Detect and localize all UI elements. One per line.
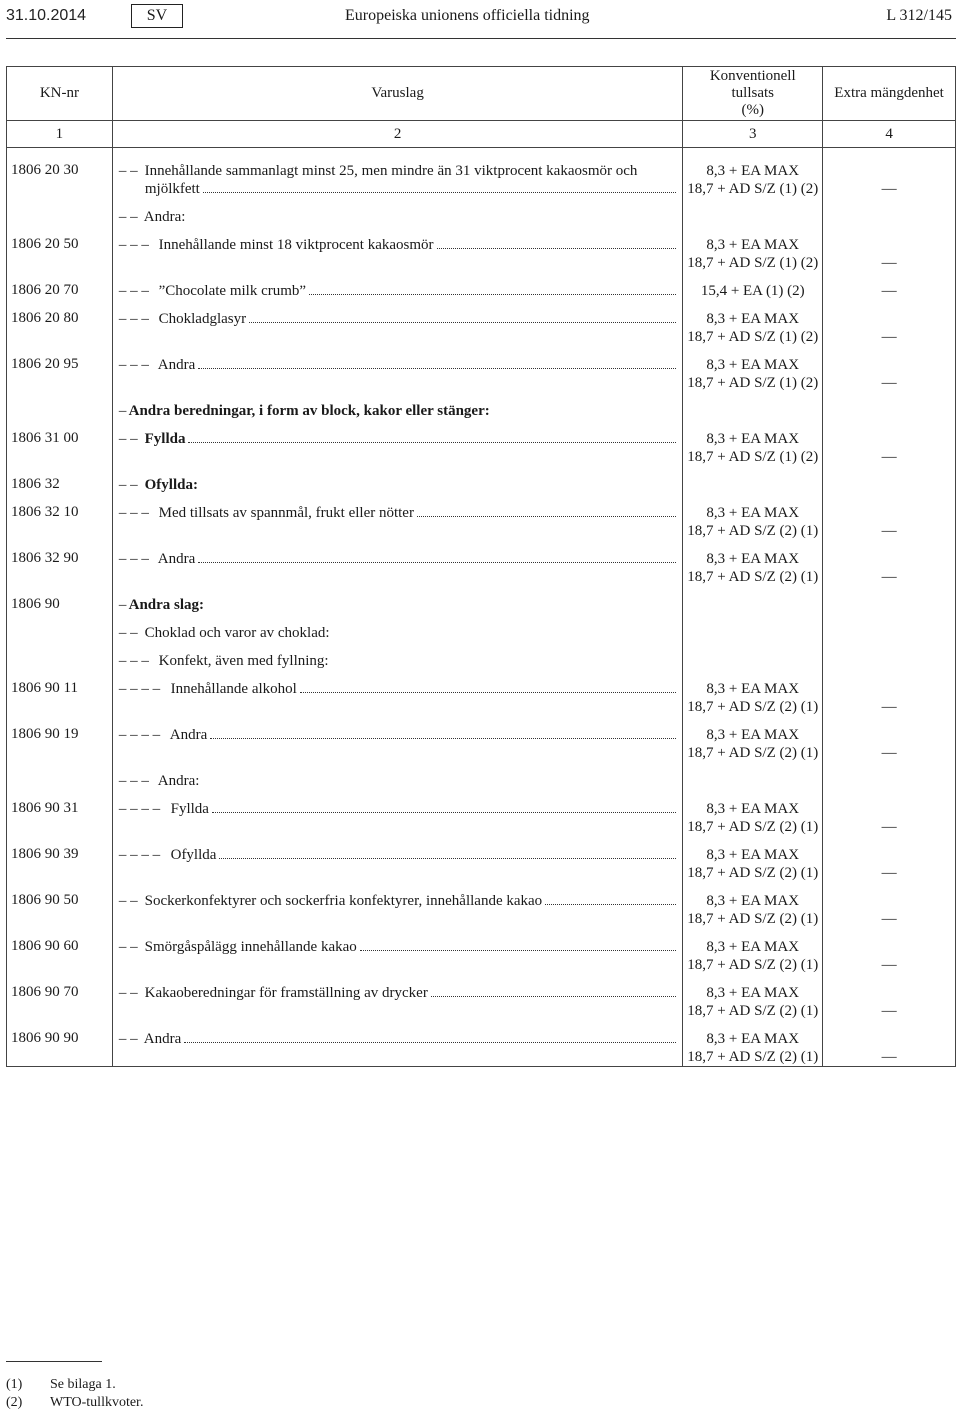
indent-dashes: – – (118, 1031, 138, 1047)
duty-rate-line1: 8,3 + EA MAX (706, 681, 800, 697)
kn-number-cell (7, 392, 113, 420)
table-row (7, 148, 956, 199)
footnote-number: (1) (6, 1377, 23, 1392)
description-text: Sockerkonfektyrer och sockerfria konfektyrer, innehållande kakao (144, 893, 543, 909)
kn-number-cell (7, 614, 113, 642)
footnote-text: Se bilaga 1. (50, 1377, 116, 1392)
table-header-row (7, 67, 956, 121)
extra-unit-cell: — (823, 928, 956, 974)
duty-rate-line2: 18,7 + AD S/Z (2) (1) (687, 865, 819, 881)
description-text: ”Chocolate milk crumb” (158, 283, 307, 299)
header-date: 31.10.2014 (6, 7, 87, 24)
duty-rate-cell (683, 198, 823, 226)
dot-leader (300, 691, 677, 693)
duty-rate-cell (683, 928, 823, 974)
indent-dashes: – – – (118, 505, 149, 521)
dot-leader (545, 903, 676, 905)
duty-rate-cell (683, 762, 823, 790)
footnote-text: WTO-tullkvoter. (50, 1395, 144, 1410)
description-text-continued: mjölkfett (144, 181, 200, 197)
description-cell (112, 882, 682, 928)
duty-rate-line1: 8,3 + EA MAX (706, 505, 800, 521)
duty-rate-line1: 8,3 + EA MAX (706, 431, 800, 447)
extra-unit-cell: — (823, 540, 956, 586)
table-row (7, 586, 956, 614)
indent-dashes: – (118, 597, 127, 613)
kn-number-cell: 1806 90 50 (7, 882, 113, 928)
indent-dashes: – – – (118, 773, 149, 789)
dot-leader (309, 293, 676, 295)
kn-number-cell: 1806 31 00 (7, 420, 113, 466)
description-cell (112, 716, 682, 762)
indent-dashes: – – – – (118, 727, 161, 743)
indent-dashes: – – – (118, 311, 149, 327)
col-header-rate-line1: Konventionell tullsats (709, 68, 796, 101)
description-cell (112, 836, 682, 882)
dot-leader (212, 811, 676, 813)
table-row (7, 928, 956, 974)
col-number-4: 4 (823, 121, 956, 148)
tariff-body (7, 148, 956, 1067)
description-cell (112, 670, 682, 716)
kn-number-cell (7, 642, 113, 670)
description-cell (112, 226, 682, 272)
extra-unit-cell (823, 614, 956, 642)
description-text: Andra (157, 551, 196, 567)
description-text: Innehållande sammanlagt minst 25, men mindre än 31 viktprocent kakaosmör och (144, 163, 638, 179)
col-header-rate-line2: (%) (741, 102, 764, 118)
extra-unit-cell: — (823, 1020, 956, 1067)
duty-rate-cell (683, 790, 823, 836)
duty-rate-cell (683, 1020, 823, 1067)
description-text: Andra (169, 727, 208, 743)
duty-rate-cell (683, 272, 823, 300)
table-row (7, 836, 956, 882)
kn-number-cell: 1806 90 (7, 586, 113, 614)
description-text: Andra (143, 1031, 182, 1047)
extra-unit-cell (823, 586, 956, 614)
duty-rate-cell (683, 614, 823, 642)
dot-leader (210, 737, 676, 739)
duty-rate-line2: 18,7 + AD S/Z (2) (1) (687, 569, 819, 585)
table-row (7, 420, 956, 466)
kn-number-cell: 1806 90 60 (7, 928, 113, 974)
description-cell (112, 272, 682, 300)
col-number-1: 1 (7, 121, 113, 148)
col-number-3: 3 (683, 121, 823, 148)
dot-leader (431, 995, 677, 997)
table-row (7, 494, 956, 540)
table-row (7, 762, 956, 790)
kn-number-cell: 1806 20 70 (7, 272, 113, 300)
duty-rate-line2: 18,7 + AD S/Z (2) (1) (687, 745, 819, 761)
description-cell (112, 148, 682, 199)
indent-dashes: – – (118, 893, 138, 909)
dot-leader (203, 191, 676, 193)
indent-dashes: – – (118, 625, 138, 641)
description-text: Konfekt, även med fyllning: (158, 653, 329, 669)
table-row (7, 670, 956, 716)
duty-rate-line2: 18,7 + AD S/Z (1) (2) (687, 329, 819, 345)
description-cell (112, 1020, 682, 1067)
kn-number-cell: 1806 32 (7, 466, 113, 494)
table-row (7, 300, 956, 346)
table-row (7, 716, 956, 762)
extra-unit-cell: — (823, 226, 956, 272)
indent-dashes: – (118, 403, 127, 419)
description-cell (112, 790, 682, 836)
extra-unit-cell (823, 762, 956, 790)
col-header-description: Varuslag (112, 67, 682, 121)
description-cell (112, 614, 682, 642)
extra-unit-cell: — (823, 494, 956, 540)
kn-number-cell: 1806 20 50 (7, 226, 113, 272)
extra-unit-cell: — (823, 346, 956, 392)
col-header-extra-unit: Extra mängdenhet (823, 67, 956, 121)
duty-rate-line2: 18,7 + AD S/Z (2) (1) (687, 957, 819, 973)
extra-unit-cell: — (823, 836, 956, 882)
kn-number-cell: 1806 32 10 (7, 494, 113, 540)
description-text: Andra slag: (128, 597, 205, 613)
footnote-1 (6, 1377, 116, 1393)
indent-dashes: – – (118, 163, 138, 179)
extra-unit-cell (823, 198, 956, 226)
description-cell (112, 300, 682, 346)
dot-leader (198, 561, 676, 563)
duty-rate-cell (683, 346, 823, 392)
table-row (7, 272, 956, 300)
table-row (7, 882, 956, 928)
description-cell (112, 586, 682, 614)
duty-rate-line2: 18,7 + AD S/Z (2) (1) (687, 1003, 819, 1019)
duty-rate-cell (683, 642, 823, 670)
kn-number-cell: 1806 90 39 (7, 836, 113, 882)
extra-unit-cell: — (823, 882, 956, 928)
duty-rate-line2: 18,7 + AD S/Z (1) (2) (687, 255, 819, 271)
duty-rate-cell (683, 716, 823, 762)
dot-leader (198, 367, 676, 369)
duty-rate-cell (683, 586, 823, 614)
duty-rate-line1: 8,3 + EA MAX (706, 357, 800, 373)
extra-unit-cell: — (823, 148, 956, 199)
extra-unit-cell (823, 466, 956, 494)
duty-rate-line2: 18,7 + AD S/Z (2) (1) (687, 1049, 819, 1065)
col-header-kn: KN-nr (7, 67, 113, 121)
kn-number-cell: 1806 20 95 (7, 346, 113, 392)
kn-number-cell: 1806 20 30 (7, 148, 113, 199)
duty-rate-cell (683, 540, 823, 586)
duty-rate-line1: 15,4 + EA (1) (2) (700, 283, 805, 299)
description-cell (112, 198, 682, 226)
language-badge: SV (131, 4, 183, 28)
description-text: Innehållande alkohol (170, 681, 297, 697)
duty-rate-line2: 18,7 + AD S/Z (2) (1) (687, 911, 819, 927)
table-row (7, 466, 956, 494)
table-row (7, 540, 956, 586)
description-cell (112, 392, 682, 420)
extra-unit-cell: — (823, 790, 956, 836)
kn-number-cell: 1806 90 11 (7, 670, 113, 716)
duty-rate-cell (683, 494, 823, 540)
indent-dashes: – – – – (118, 847, 161, 863)
footnote-divider (6, 1361, 102, 1362)
footnote-number: (2) (6, 1395, 23, 1410)
indent-dashes: – – – – (118, 681, 161, 697)
duty-rate-line1: 8,3 + EA MAX (706, 311, 800, 327)
duty-rate-line2: 18,7 + AD S/Z (2) (1) (687, 699, 819, 715)
description-cell (112, 642, 682, 670)
dot-leader (184, 1041, 676, 1043)
duty-rate-cell (683, 836, 823, 882)
indent-dashes: – – – (118, 551, 149, 567)
duty-rate-line1: 8,3 + EA MAX (706, 727, 800, 743)
description-text: Fyllda (170, 801, 209, 817)
table-row (7, 974, 956, 1020)
description-cell (112, 540, 682, 586)
indent-dashes: – – (118, 477, 138, 493)
footnote-2 (6, 1395, 143, 1411)
kn-number-cell: 1806 90 90 (7, 1020, 113, 1067)
kn-number-cell: 1806 90 70 (7, 974, 113, 1020)
description-cell (112, 420, 682, 466)
description-cell (112, 928, 682, 974)
indent-dashes: – – – (118, 653, 149, 669)
extra-unit-cell: — (823, 974, 956, 1020)
duty-rate-line1: 8,3 + EA MAX (706, 163, 800, 179)
tariff-table (6, 66, 956, 1067)
description-text: Andra beredningar, i form av block, kakor eller stänger: (128, 403, 490, 419)
extra-unit-cell: — (823, 716, 956, 762)
description-text: Smörgåspålägg innehållande kakao (144, 939, 357, 955)
kn-number-cell: 1806 90 19 (7, 716, 113, 762)
header-divider (6, 38, 956, 39)
indent-dashes: – – (118, 939, 138, 955)
description-cell (112, 494, 682, 540)
duty-rate-cell (683, 882, 823, 928)
kn-number-cell: 1806 32 90 (7, 540, 113, 586)
duty-rate-cell (683, 300, 823, 346)
col-number-2: 2 (112, 121, 682, 148)
dot-leader (437, 247, 677, 249)
duty-rate-cell (683, 392, 823, 420)
table-row (7, 642, 956, 670)
description-text: Andra: (157, 773, 200, 789)
dot-leader (360, 949, 677, 951)
column-number-row (7, 121, 956, 148)
table-row (7, 392, 956, 420)
description-text: Kakaoberedningar för framställning av drycker (144, 985, 428, 1001)
kn-number-cell (7, 198, 113, 226)
duty-rate-line1: 8,3 + EA MAX (706, 551, 800, 567)
duty-rate-cell (683, 466, 823, 494)
indent-dashes: – – (118, 431, 138, 447)
duty-rate-cell (683, 226, 823, 272)
description-cell (112, 762, 682, 790)
description-text: Andra (157, 357, 196, 373)
description-text: Chokladglasyr (158, 311, 247, 327)
indent-dashes: – – – (118, 283, 149, 299)
description-text: Ofyllda: (144, 477, 198, 493)
table-row (7, 790, 956, 836)
table-row (7, 1020, 956, 1067)
extra-unit-cell: — (823, 670, 956, 716)
indent-dashes: – – – (118, 237, 149, 253)
duty-rate-cell (683, 420, 823, 466)
duty-rate-line2: 18,7 + AD S/Z (2) (1) (687, 523, 819, 539)
dot-leader (219, 857, 676, 859)
indent-dashes: – – (118, 985, 138, 1001)
duty-rate-line2: 18,7 + AD S/Z (1) (2) (687, 181, 819, 197)
description-text: Med tillsats av spannmål, frukt eller nötter (158, 505, 414, 521)
table-row (7, 614, 956, 642)
duty-rate-line2: 18,7 + AD S/Z (2) (1) (687, 819, 819, 835)
dot-leader (249, 321, 676, 323)
description-cell (112, 974, 682, 1020)
kn-number-cell: 1806 90 31 (7, 790, 113, 836)
table-row (7, 226, 956, 272)
description-cell (112, 466, 682, 494)
duty-rate-line1: 8,3 + EA MAX (706, 847, 800, 863)
indent-dashes: – – – – (118, 801, 161, 817)
indent-dashes: – – (118, 209, 138, 225)
page-reference: L 312/145 (886, 7, 952, 24)
table-row (7, 346, 956, 392)
kn-number-cell: 1806 20 80 (7, 300, 113, 346)
description-text: Fyllda (144, 431, 186, 447)
extra-unit-cell: — (823, 420, 956, 466)
col-header-rate (683, 67, 823, 121)
extra-unit-cell (823, 392, 956, 420)
duty-rate-line1: 8,3 + EA MAX (706, 893, 800, 909)
extra-unit-cell (823, 642, 956, 670)
duty-rate-line2: 18,7 + AD S/Z (1) (2) (687, 449, 819, 465)
extra-unit-cell: — (823, 272, 956, 300)
duty-rate-line1: 8,3 + EA MAX (706, 1031, 800, 1047)
duty-rate-cell (683, 148, 823, 199)
duty-rate-cell (683, 670, 823, 716)
journal-title: Europeiska unionens officiella tidning (345, 7, 590, 24)
duty-rate-line1: 8,3 + EA MAX (706, 985, 800, 1001)
duty-rate-line2: 18,7 + AD S/Z (1) (2) (687, 375, 819, 391)
kn-number-cell (7, 762, 113, 790)
duty-rate-line1: 8,3 + EA MAX (706, 801, 800, 817)
table-row (7, 198, 956, 226)
duty-rate-cell (683, 974, 823, 1020)
description-text: Ofyllda (170, 847, 217, 863)
extra-unit-cell: — (823, 300, 956, 346)
duty-rate-line1: 8,3 + EA MAX (706, 237, 800, 253)
indent-dashes: – – – (118, 357, 149, 373)
description-text: Choklad och varor av choklad: (144, 625, 330, 641)
description-text: Andra: (143, 209, 186, 225)
duty-rate-line1: 8,3 + EA MAX (706, 939, 800, 955)
description-cell (112, 346, 682, 392)
dot-leader (188, 441, 676, 443)
description-text: Innehållande minst 18 viktprocent kakaosmör (158, 237, 434, 253)
dot-leader (417, 515, 676, 517)
